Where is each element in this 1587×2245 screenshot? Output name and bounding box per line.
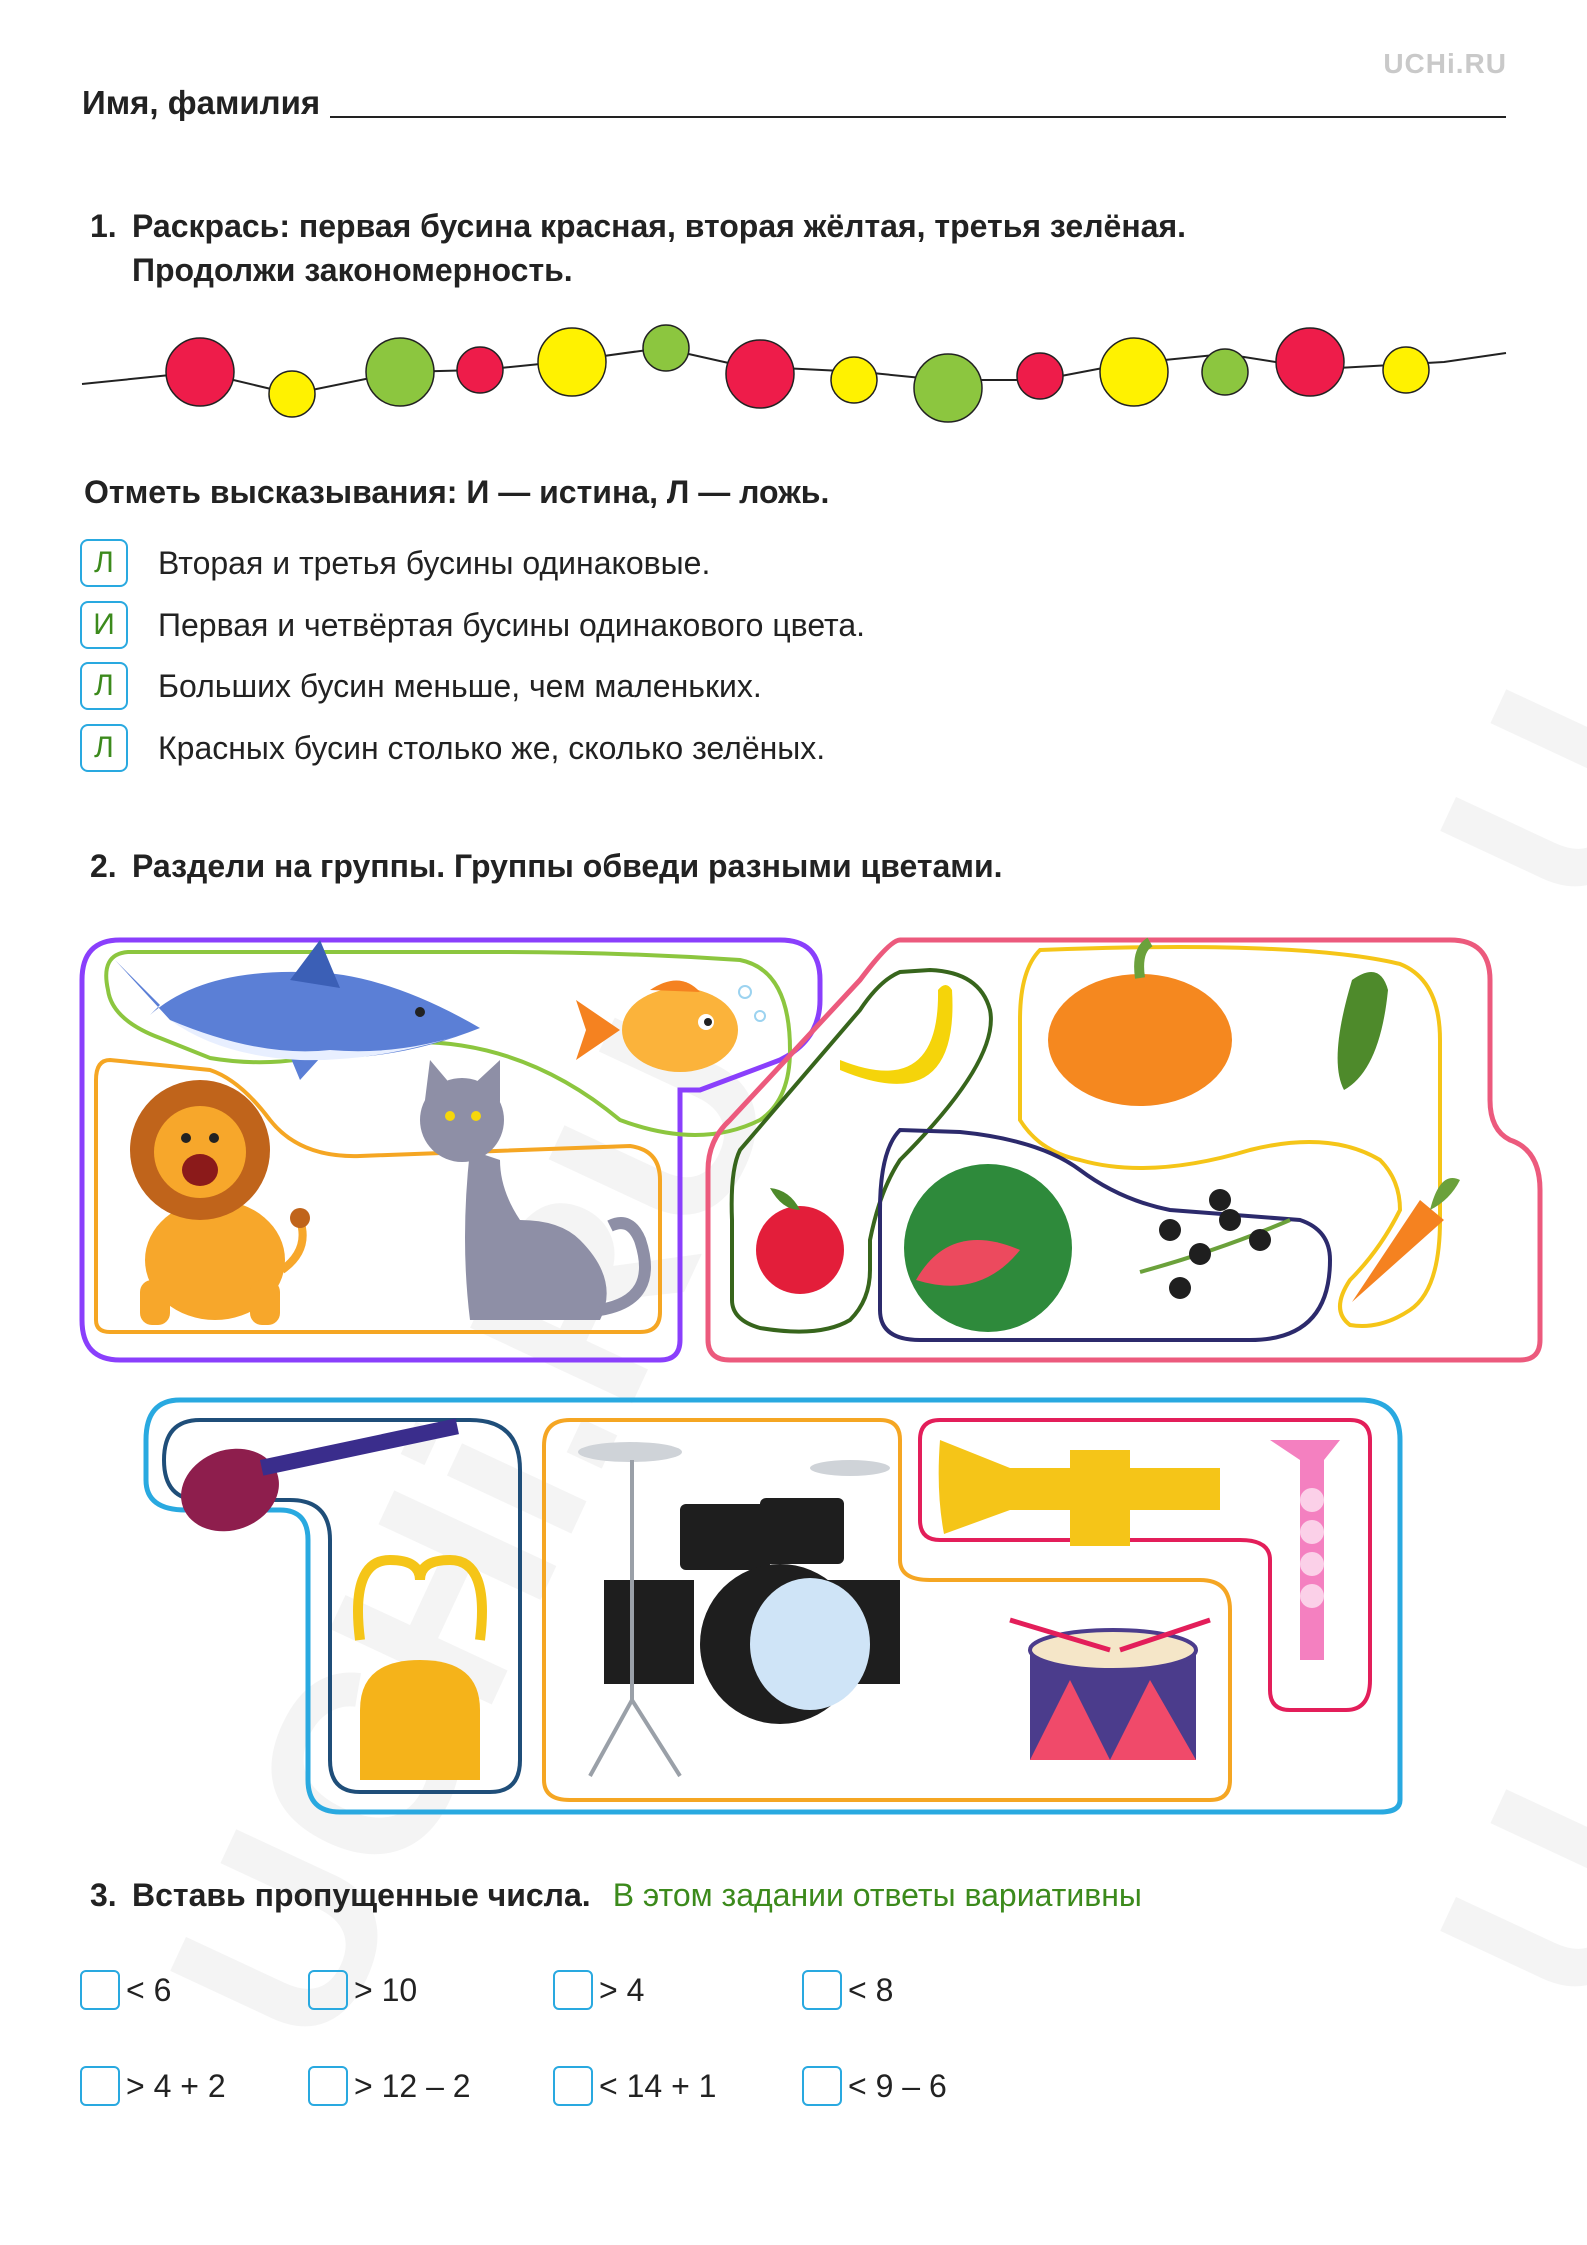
inequality-text: < 14 + 1 — [599, 2067, 717, 2104]
statement-text: Больших бусин меньше, чем маленьких. — [158, 667, 762, 704]
bead-red — [1276, 328, 1344, 396]
bead-yellow — [269, 371, 315, 417]
drum-kit-icon — [578, 1442, 900, 1776]
statement-row — [80, 661, 762, 711]
inequality-text: > 4 + 2 — [126, 2067, 226, 2104]
inequality-text: < 6 — [126, 1971, 172, 2008]
trumpet-icon — [939, 1440, 1220, 1546]
apple-icon — [756, 1188, 844, 1294]
cucumber-icon — [1338, 972, 1388, 1090]
inequality-text: < 9 – 6 — [848, 2067, 947, 2104]
inequality — [80, 2064, 226, 2108]
inequality — [308, 2064, 471, 2108]
bead-yellow — [538, 328, 606, 396]
inequality-text: < 8 — [848, 1971, 894, 2008]
drum-icon — [1010, 1620, 1210, 1760]
inequality — [553, 2064, 716, 2108]
inequality — [308, 1968, 417, 2012]
bead-red — [457, 347, 503, 393]
inequality — [802, 1968, 893, 2012]
number-box[interactable] — [308, 2066, 348, 2106]
task2-title — [90, 848, 1003, 885]
bead-red — [1017, 353, 1063, 399]
grouping-picture — [0, 920, 1587, 1820]
statement-text: Красных бусин столько же, сколько зелёных. — [158, 729, 826, 766]
statement-row — [80, 538, 710, 588]
bead-red — [726, 340, 794, 408]
answer-box[interactable]: Л — [80, 662, 128, 710]
task1-title — [90, 208, 1186, 245]
violin-icon — [169, 1418, 459, 1544]
statement-text: Первая и четвёртая бусины одинакового цвета. — [158, 606, 866, 643]
bead-red — [166, 338, 234, 406]
number-box[interactable] — [553, 2066, 593, 2106]
answer-box[interactable]: Л — [80, 539, 128, 587]
shark-icon — [115, 940, 480, 1080]
statements-title: Отметь высказывания: И — истина, Л — ложь. — [84, 474, 830, 510]
inequality — [802, 2064, 947, 2108]
bead-yellow — [1383, 347, 1429, 393]
lion-icon — [130, 1080, 310, 1325]
name-input-line[interactable] — [330, 116, 1506, 118]
number-box[interactable] — [802, 1970, 842, 2010]
bead-string — [0, 300, 1587, 440]
bead-green — [643, 325, 689, 371]
inequality-text: > 12 – 2 — [354, 2067, 471, 2104]
lyre-icon — [358, 1560, 482, 1780]
task2-text: Раздели на группы. Группы обведи разными цветами. — [132, 848, 1003, 884]
number-box[interactable] — [80, 2066, 120, 2106]
number-box[interactable] — [802, 2066, 842, 2106]
cat-icon — [420, 1060, 645, 1320]
watermark — [1380, 650, 1587, 947]
bead-green — [914, 354, 982, 422]
inequality — [80, 1968, 171, 2012]
name-label: Имя, фамилия — [82, 84, 321, 121]
pumpkin-icon — [1048, 942, 1232, 1106]
answer-box[interactable]: И — [80, 601, 128, 649]
fish-icon — [576, 980, 765, 1072]
bead-yellow — [831, 357, 877, 403]
bead-green — [366, 338, 434, 406]
bead-green — [1202, 349, 1248, 395]
statement-row — [80, 600, 865, 650]
statement-row — [80, 723, 825, 773]
number-box[interactable] — [80, 1970, 120, 2010]
statement-text: Вторая и третья бусины одинаковые. — [158, 544, 711, 581]
inequality — [553, 1968, 644, 2012]
pink-trumpet-icon — [1270, 1440, 1340, 1660]
banana-icon — [840, 985, 953, 1084]
task3-title — [90, 1877, 1142, 1914]
currant-icon — [1140, 1189, 1290, 1299]
number-box[interactable] — [308, 1970, 348, 2010]
task1-line1: Раскрась: первая бусина красная, вторая жёлтая, третья зелёная. — [132, 208, 1187, 244]
task3-note: В этом задании ответы вариативны — [612, 1877, 1142, 1913]
bead-yellow — [1100, 338, 1168, 406]
task2-number: 2. — [90, 848, 117, 884]
inequality-text: > 10 — [354, 1971, 418, 2008]
task3-number: 3. — [90, 1877, 117, 1913]
number-box[interactable] — [553, 1970, 593, 2010]
watermelon-icon — [904, 1164, 1072, 1332]
answer-box[interactable]: Л — [80, 724, 128, 772]
task1-line2: Продолжи закономерность. — [132, 252, 573, 288]
task1-number: 1. — [90, 208, 117, 244]
logo: UCHi.RU — [1383, 48, 1507, 79]
task3-text: Вставь пропущенные числа. — [132, 1877, 591, 1913]
carrot-icon — [1352, 1178, 1460, 1302]
inequality-text: > 4 — [599, 1971, 645, 2008]
